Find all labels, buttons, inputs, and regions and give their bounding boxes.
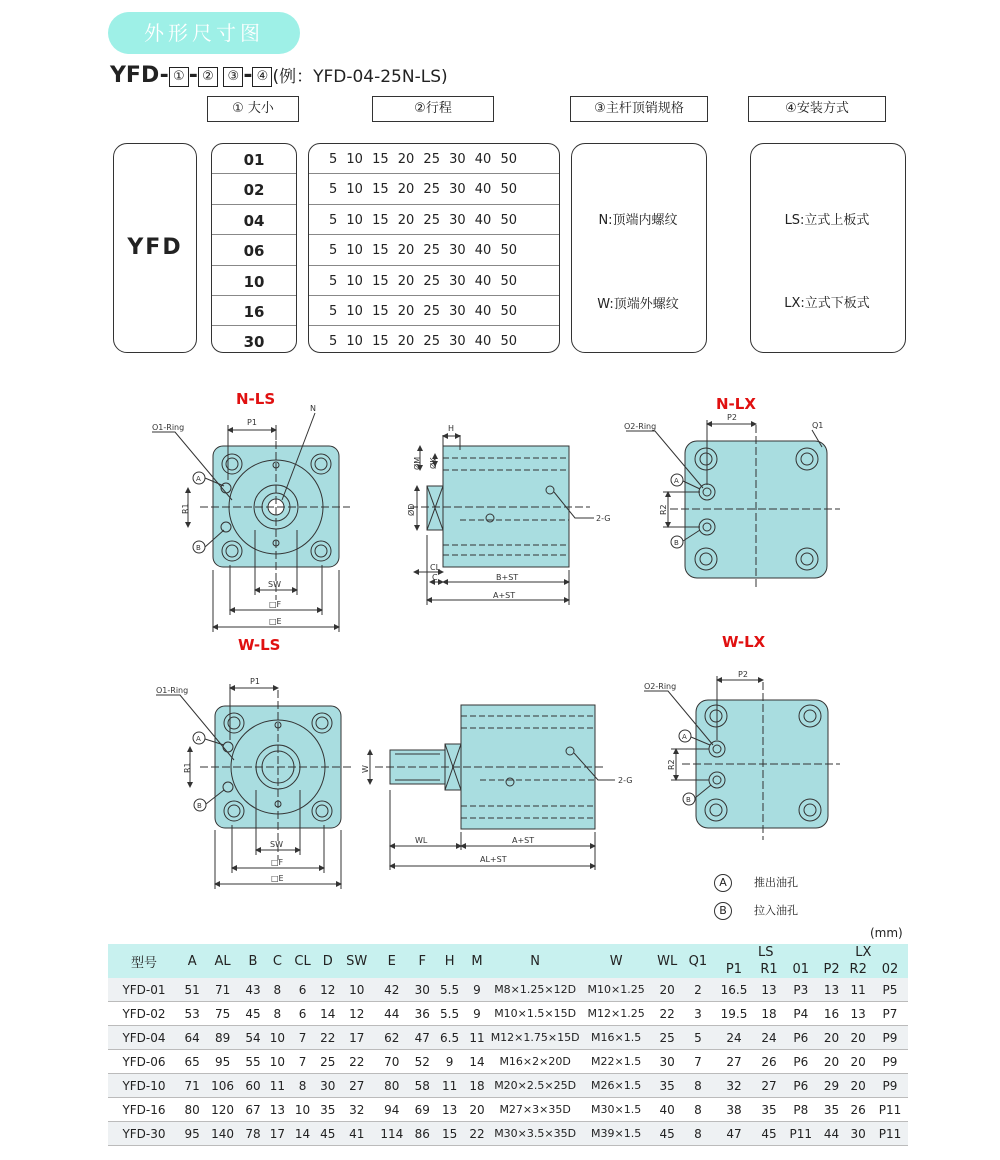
table-cell: 19.5 — [713, 1002, 756, 1026]
table-cell: 25 — [651, 1026, 683, 1050]
table-cell: 47 — [713, 1122, 756, 1146]
wls-o1-label: O1-Ring — [156, 686, 189, 695]
size-item: 16 — [212, 296, 296, 326]
legend-b — [714, 902, 798, 920]
col-a: A — [180, 944, 204, 978]
nlx-p2-label: P2 — [727, 413, 737, 422]
legend-a-text: 推出油孔 — [754, 876, 798, 889]
nls-r1-label: R1 — [181, 503, 190, 514]
col-o2: 02 — [872, 961, 908, 978]
table-cell: M8×1.25×12D — [489, 978, 581, 1002]
table-cell: 30 — [410, 978, 434, 1002]
table-cell: 30 — [651, 1050, 683, 1074]
table-row — [108, 1098, 908, 1122]
wls-g-label: 2-G — [618, 776, 633, 785]
stroke-row: 5 10 15 20 25 30 40 50 — [309, 144, 559, 174]
model-example: (例：YFD-04-25N-LS) — [272, 67, 448, 87]
unit-label: (mm) — [870, 926, 903, 940]
table-cell: 14 — [290, 1122, 316, 1146]
table-cell: 13 — [265, 1098, 289, 1122]
table-cell: 95 — [180, 1122, 204, 1146]
stroke-header: ②行程 — [372, 96, 494, 122]
wls-f-label: □F — [271, 858, 284, 867]
table-cell: 86 — [410, 1122, 434, 1146]
table-cell: 78 — [241, 1122, 265, 1146]
wlx-b-mark: B — [686, 796, 691, 804]
col-o1: 01 — [783, 961, 819, 978]
table-cell: P6 — [783, 1026, 819, 1050]
table-cell: 6 — [290, 978, 316, 1002]
table-cell: P11 — [872, 1098, 908, 1122]
table-row — [108, 1074, 908, 1098]
table-cell: M30×1.5 — [581, 1098, 651, 1122]
wls-w-label: W — [361, 765, 370, 773]
table-cell: P6 — [783, 1074, 819, 1098]
stroke-row: 5 10 15 20 25 30 40 50 — [329, 334, 517, 350]
table-row — [108, 1122, 908, 1146]
nls-cl-label: CL — [430, 563, 441, 572]
table-cell: 15 — [434, 1122, 464, 1146]
legend-a-symbol: A — [714, 874, 732, 892]
table-cell: M27×3×35D — [489, 1098, 581, 1122]
table-cell: 80 — [180, 1098, 204, 1122]
table-cell: 20 — [844, 1074, 872, 1098]
stroke-row: 5 10 15 20 25 30 40 50 — [309, 205, 559, 235]
wlx-r2-label: R2 — [667, 759, 676, 770]
table-cell: 20 — [819, 1050, 845, 1074]
table-cell: 47 — [410, 1026, 434, 1050]
section-title: 外形尺寸图 — [108, 12, 300, 54]
table-cell: M10×1.25 — [581, 978, 651, 1002]
table-cell: M30×3.5×35D — [489, 1122, 581, 1146]
wls-p1-label: P1 — [250, 677, 260, 686]
table-cell: 71 — [204, 978, 241, 1002]
table-cell: P11 — [872, 1122, 908, 1146]
nls-m-label: ØM — [413, 456, 422, 470]
col-p2: P2 — [819, 961, 845, 978]
wls-a-mark: A — [196, 735, 201, 743]
table-cell: 18 — [465, 1074, 489, 1098]
table-cell: YFD-01 — [108, 978, 180, 1002]
table-cell: 41 — [340, 1122, 374, 1146]
table-cell: 44 — [819, 1122, 845, 1146]
nls-p1-label: P1 — [247, 418, 257, 427]
table-cell: 20 — [844, 1050, 872, 1074]
table-cell: 75 — [204, 1002, 241, 1026]
wls-alst-label: AL+ST — [480, 855, 507, 864]
stroke-row: 5 10 15 20 25 30 40 50 — [309, 235, 559, 265]
table-cell: 24 — [713, 1026, 756, 1050]
table-cell: 16 — [819, 1002, 845, 1026]
col-lx: LX — [819, 944, 908, 961]
table-cell: 64 — [180, 1026, 204, 1050]
table-cell: 25 — [316, 1050, 340, 1074]
table-cell: M39×1.5 — [581, 1122, 651, 1146]
wls-b-mark: B — [197, 802, 202, 810]
table-cell: 29 — [819, 1074, 845, 1098]
table-cell: 22 — [316, 1026, 340, 1050]
table-cell: P9 — [872, 1050, 908, 1074]
wls-wl-label: WL — [415, 836, 428, 845]
table-cell: 58 — [410, 1074, 434, 1098]
table-cell: 18 — [755, 1002, 783, 1026]
table-cell: 106 — [204, 1074, 241, 1098]
col-d: D — [316, 944, 340, 978]
nlx-o2-label: O2-Ring — [624, 422, 657, 431]
table-cell: 8 — [290, 1074, 316, 1098]
wls-r1-label: R1 — [183, 762, 192, 773]
table-cell: 9 — [465, 978, 489, 1002]
table-cell: M12×1.25 — [581, 1002, 651, 1026]
size-item: 01 — [212, 144, 296, 174]
table-cell: 10 — [340, 978, 374, 1002]
table-cell: 35 — [651, 1074, 683, 1098]
table-cell: 17 — [265, 1122, 289, 1146]
nls-f-label: □F — [269, 600, 282, 609]
nls-e-label: □E — [269, 617, 282, 626]
model-sep: - — [188, 63, 198, 88]
table-cell: YFD-06 — [108, 1050, 180, 1074]
table-cell: P3 — [783, 978, 819, 1002]
table-cell: 10 — [265, 1026, 289, 1050]
table-cell: 52 — [410, 1050, 434, 1074]
wlx-view — [644, 676, 840, 840]
table-cell: 38 — [713, 1098, 756, 1122]
table-cell: 12 — [340, 1002, 374, 1026]
col-p1: P1 — [713, 961, 756, 978]
table-cell: 9 — [465, 1002, 489, 1026]
nls-sw-label: SW — [268, 580, 281, 589]
spec-table — [108, 944, 908, 1146]
wlx-o2-label: O2-Ring — [644, 682, 677, 691]
table-cell: 71 — [180, 1074, 204, 1098]
table-cell: M16×2×20D — [489, 1050, 581, 1074]
table-cell: 45 — [755, 1122, 783, 1146]
table-cell: 9 — [434, 1050, 464, 1074]
title-wlx: W-LX — [722, 633, 766, 651]
table-cell: 24 — [755, 1026, 783, 1050]
table-cell: 27 — [713, 1050, 756, 1074]
code-rod-box: ③ — [223, 67, 243, 87]
table-cell: 7 — [290, 1050, 316, 1074]
code-size-box: ① — [169, 67, 189, 87]
nls-k-label: ØK — [429, 457, 438, 469]
table-cell: P11 — [783, 1122, 819, 1146]
mount-header: ④安装方式 — [748, 96, 886, 122]
yfd-box: YFD — [113, 143, 197, 353]
table-cell: M10×1.5×15D — [489, 1002, 581, 1026]
rod-header: ③主杆顶销规格 — [570, 96, 708, 122]
table-cell: 26 — [844, 1098, 872, 1122]
table-cell: 12 — [316, 978, 340, 1002]
table-row — [108, 978, 908, 1002]
table-cell: P6 — [783, 1050, 819, 1074]
table-cell: 8 — [265, 1002, 289, 1026]
table-cell: 80 — [374, 1074, 411, 1098]
table-cell: 13 — [755, 978, 783, 1002]
legend-b-text: 拉入油孔 — [754, 904, 798, 917]
table-cell: 55 — [241, 1050, 265, 1074]
table-cell: 5.5 — [434, 1002, 464, 1026]
table-cell: 8 — [683, 1074, 713, 1098]
table-cell: 5 — [683, 1026, 713, 1050]
table-cell: 44 — [374, 1002, 411, 1026]
code-mount-box: ④ — [252, 67, 272, 87]
table-cell: YFD-16 — [108, 1098, 180, 1122]
table-cell: 42 — [374, 978, 411, 1002]
col-r2: R2 — [844, 961, 872, 978]
table-cell: YFD-30 — [108, 1122, 180, 1146]
table-row — [108, 1002, 908, 1026]
table-cell: 45 — [241, 1002, 265, 1026]
col-q1: Q1 — [683, 944, 713, 978]
wls-side-view — [370, 705, 615, 870]
table-cell: 53 — [180, 1002, 204, 1026]
title-nls: N-LS — [236, 390, 276, 408]
table-cell: 114 — [374, 1122, 411, 1146]
size-item: 06 — [212, 235, 296, 265]
table-cell: 65 — [180, 1050, 204, 1074]
table-cell: 22 — [340, 1050, 374, 1074]
table-cell: YFD-10 — [108, 1074, 180, 1098]
table-cell: 54 — [241, 1026, 265, 1050]
table-cell: 32 — [713, 1074, 756, 1098]
table-cell: 11 — [434, 1074, 464, 1098]
stroke-row: 5 10 15 20 25 30 40 50 — [309, 266, 559, 296]
table-cell: P5 — [872, 978, 908, 1002]
col-e: E — [374, 944, 411, 978]
wlx-a-mark: A — [682, 733, 687, 741]
nls-g-label: 2-G — [596, 514, 611, 523]
table-cell: 17 — [340, 1026, 374, 1050]
nlx-r2-label: R2 — [659, 504, 668, 515]
code-stroke-box: ② — [198, 67, 218, 87]
table-row — [108, 1026, 908, 1050]
table-cell: 16.5 — [713, 978, 756, 1002]
wlx-p2-label: P2 — [738, 670, 748, 679]
table-cell: M16×1.5 — [581, 1026, 651, 1050]
col-m: M — [465, 944, 489, 978]
nlx-a-mark: A — [674, 477, 679, 485]
table-cell: 62 — [374, 1026, 411, 1050]
table-cell: 8 — [683, 1098, 713, 1122]
nls-bst-label: B+ST — [496, 573, 519, 582]
col-model: 型号 — [108, 944, 180, 978]
col-cl: CL — [290, 944, 316, 978]
col-wl: WL — [651, 944, 683, 978]
size-header: ① 大小 — [207, 96, 299, 122]
rod-option-w: W:顶端外螺纹 — [597, 297, 679, 312]
table-cell: 14 — [465, 1050, 489, 1074]
table-cell: 20 — [844, 1026, 872, 1050]
table-cell: 43 — [241, 978, 265, 1002]
col-f: F — [410, 944, 434, 978]
table-cell: 27 — [755, 1074, 783, 1098]
table-cell: 7 — [683, 1050, 713, 1074]
table-cell: 35 — [819, 1098, 845, 1122]
wls-ast-label: A+ST — [512, 836, 535, 845]
table-cell: 51 — [180, 978, 204, 1002]
table-cell: 45 — [651, 1122, 683, 1146]
table-cell: 45 — [316, 1122, 340, 1146]
col-h: H — [434, 944, 464, 978]
table-cell: 35 — [316, 1098, 340, 1122]
nls-d-label: ØD — [407, 503, 416, 516]
table-cell: P7 — [872, 1002, 908, 1026]
stroke-row: 5 10 15 20 25 30 40 50 — [309, 296, 559, 326]
nlx-q1-label: Q1 — [812, 421, 824, 430]
table-cell: 22 — [651, 1002, 683, 1026]
title-nlx: N-LX — [716, 395, 756, 413]
table-cell: M26×1.5 — [581, 1074, 651, 1098]
mount-option-ls: LS:立式上板式 — [784, 213, 870, 228]
table-cell: 94 — [374, 1098, 411, 1122]
col-al: AL — [204, 944, 241, 978]
table-cell: 20 — [819, 1026, 845, 1050]
table-cell: 3 — [683, 1002, 713, 1026]
table-cell: 30 — [316, 1074, 340, 1098]
col-n: N — [489, 944, 581, 978]
table-cell: 10 — [265, 1050, 289, 1074]
table-cell: 27 — [340, 1074, 374, 1098]
table-cell: 5.5 — [434, 978, 464, 1002]
nls-ast-label: A+ST — [493, 591, 516, 600]
size-item: 10 — [212, 266, 296, 296]
nlx-b-mark: B — [674, 539, 679, 547]
table-cell: M22×1.5 — [581, 1050, 651, 1074]
size-item: 02 — [212, 174, 296, 204]
table-cell: 11 — [265, 1074, 289, 1098]
col-b: B — [241, 944, 265, 978]
nls-h-label: H — [448, 424, 455, 433]
table-cell: YFD-02 — [108, 1002, 180, 1026]
table-cell: 67 — [241, 1098, 265, 1122]
table-cell: 40 — [651, 1098, 683, 1122]
table-cell: 8 — [683, 1122, 713, 1146]
table-cell: 13 — [844, 1002, 872, 1026]
table-cell: 6.5 — [434, 1026, 464, 1050]
size-item: 04 — [212, 205, 296, 235]
wls-sw-label: SW — [270, 840, 283, 849]
wls-e-label: □E — [271, 874, 284, 883]
table-cell: P8 — [783, 1098, 819, 1122]
table-row — [108, 1050, 908, 1074]
table-cell: 20 — [651, 978, 683, 1002]
nls-c-label: C — [432, 573, 438, 582]
table-cell: 13 — [434, 1098, 464, 1122]
table-cell: 32 — [340, 1098, 374, 1122]
nls-o1-label: O1-Ring — [152, 423, 185, 432]
table-cell: 36 — [410, 1002, 434, 1026]
table-cell: M12×1.75×15D — [489, 1026, 581, 1050]
nls-a-mark: A — [196, 475, 201, 483]
stroke-row: 5 10 15 20 25 30 40 50 — [309, 174, 559, 204]
table-cell: 140 — [204, 1122, 241, 1146]
col-ls: LS — [713, 944, 819, 961]
table-cell: 7 — [290, 1026, 316, 1050]
table-cell: YFD-04 — [108, 1026, 180, 1050]
table-cell: P9 — [872, 1026, 908, 1050]
table-cell: 22 — [465, 1122, 489, 1146]
table-cell: 6 — [290, 1002, 316, 1026]
table-cell: 69 — [410, 1098, 434, 1122]
title-wls: W-LS — [238, 636, 281, 654]
nls-view — [152, 413, 350, 632]
table-cell: 8 — [265, 978, 289, 1002]
mount-option-lx: LX:立式下板式 — [784, 296, 870, 311]
model-prefix: YFD- — [110, 63, 169, 88]
size-item: 30 — [243, 333, 265, 352]
col-sw: SW — [340, 944, 374, 978]
table-cell: P9 — [872, 1074, 908, 1098]
table-cell: 26 — [755, 1050, 783, 1074]
table-cell: 2 — [683, 978, 713, 1002]
table-cell: 11 — [465, 1026, 489, 1050]
table-cell: 120 — [204, 1098, 241, 1122]
col-r1: R1 — [755, 961, 783, 978]
table-cell: 35 — [755, 1098, 783, 1122]
table-cell: 20 — [465, 1098, 489, 1122]
table-cell: P4 — [783, 1002, 819, 1026]
table-cell: 14 — [316, 1002, 340, 1026]
wls-view — [156, 684, 352, 889]
nls-n-label: N — [310, 404, 316, 413]
table-cell: 13 — [819, 978, 845, 1002]
table-cell: 11 — [844, 978, 872, 1002]
col-c: C — [265, 944, 289, 978]
table-cell: 70 — [374, 1050, 411, 1074]
table-cell: 60 — [241, 1074, 265, 1098]
table-cell: 95 — [204, 1050, 241, 1074]
legend-b-symbol: B — [714, 902, 732, 920]
table-cell: M20×2.5×25D — [489, 1074, 581, 1098]
col-w: W — [581, 944, 651, 978]
table-cell: 89 — [204, 1026, 241, 1050]
table-cell: 30 — [844, 1122, 872, 1146]
rod-option-n: N:顶端内螺纹 — [598, 213, 678, 228]
model-sep: - — [243, 63, 253, 88]
nls-b-mark: B — [196, 544, 201, 552]
legend-a — [714, 874, 798, 892]
table-cell: 10 — [290, 1098, 316, 1122]
